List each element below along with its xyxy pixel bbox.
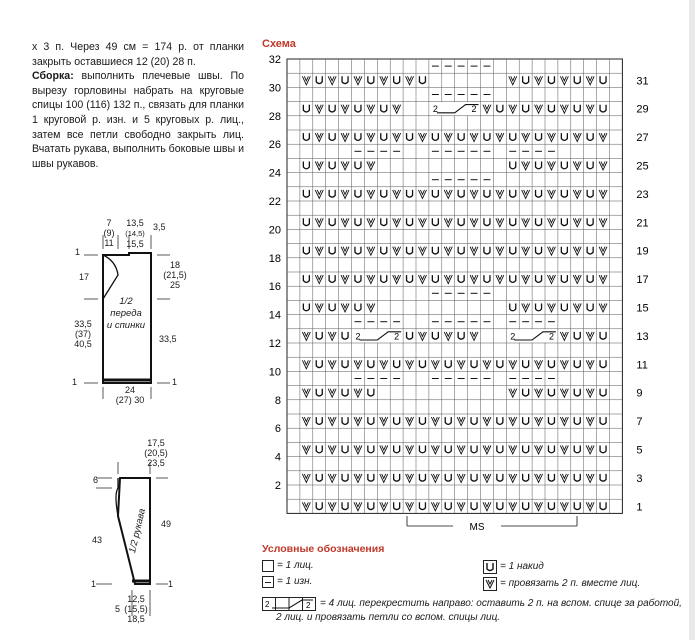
legend-purl: = 1 изн. — [277, 576, 313, 587]
body-center-label: 1/2 переда и спинки — [106, 296, 146, 331]
neck-curve — [103, 255, 118, 299]
row-number-left: 30 — [268, 82, 281, 95]
repeat-bracket — [407, 516, 577, 526]
sleeve-length-right-label: 49 — [161, 519, 172, 529]
row-number-right: 29 — [636, 103, 649, 116]
row-number-left: 22 — [268, 196, 281, 208]
row-number-right: 25 — [636, 160, 649, 173]
cable-icon-count-left: 2 — [265, 600, 270, 609]
row-number-left: 26 — [268, 139, 281, 152]
cable-icon-count-right: 2 — [306, 601, 311, 610]
cable-count-label: 2 — [355, 331, 361, 342]
neck-edge-mark: 1 — [75, 247, 81, 257]
row-number-right: 23 — [636, 188, 649, 201]
cable-count-label: 2 — [432, 104, 438, 115]
neck-depth-label: 17 — [79, 272, 90, 282]
row-number-right: 3 — [636, 472, 643, 485]
repeat-label: MS — [469, 522, 485, 533]
row-number-right: 11 — [636, 359, 648, 372]
row-number-right: 19 — [636, 245, 649, 258]
row-number-right: 27 — [636, 132, 649, 145]
row-number-right: 1 — [636, 501, 643, 514]
legend-k2tog: = провязать 2 п. вместе лиц. — [500, 578, 641, 589]
sleeve-cap-label: 6 — [93, 475, 99, 485]
sleeve-cap-curve — [116, 478, 118, 516]
row-number-right: 17 — [636, 274, 649, 287]
chart-title: Схема — [262, 38, 296, 50]
row-number-left: 10 — [268, 366, 281, 379]
row-number-right: 7 — [636, 416, 643, 429]
body-height-label: 33,5 (37) 40,5 — [74, 319, 92, 349]
instructions-line-1: х 3 п. Через 49 см = 174 р. от планки закрыть оставшиеся 12 (20) 28 п. — [32, 41, 244, 68]
sleeve-bottom-width-label: 12,5 (15,5) 18,5 — [124, 594, 148, 624]
body-hem-mark-left: 1 — [72, 377, 78, 387]
row-number-left: 4 — [274, 451, 281, 464]
sleeve-center-label: 1/2 рукава — [127, 507, 148, 555]
instructions-text — [32, 40, 244, 171]
cable-count-label: 2 — [510, 331, 516, 342]
cable-count-label: 2 — [471, 104, 477, 115]
row-number-left: 2 — [274, 480, 281, 492]
knit-symbol — [262, 560, 274, 572]
body-hem-mark-right: 1 — [172, 377, 178, 387]
sleeve-cuff-depth-label: 5 — [115, 604, 121, 614]
shoulder-slope-label: 3,5 — [153, 222, 166, 232]
scan-edge — [689, 0, 695, 640]
legend-knit: = 1 лиц. — [277, 560, 314, 571]
cable-count-label: 2 — [394, 331, 400, 342]
armhole-depth-label: 18 (21,5) 25 — [163, 260, 187, 290]
row-number-left: 6 — [274, 423, 281, 436]
row-number-right: 5 — [636, 444, 643, 457]
row-number-left: 20 — [268, 224, 281, 237]
sleeve-cuff-mark-left: 1 — [91, 579, 97, 589]
row-number-left: 8 — [274, 394, 281, 407]
row-number-left: 12 — [268, 338, 281, 350]
row-number-left: 18 — [268, 252, 281, 265]
shoulder-width-label: 13,5 (14,5) 15,5 — [125, 218, 145, 249]
row-number-left: 14 — [268, 309, 281, 322]
sleeve-length-left-label: 43 — [92, 535, 103, 545]
yarn-over-icon — [483, 560, 497, 574]
legend-yarn-over: = 1 накид — [500, 561, 544, 572]
row-number-left: 16 — [268, 281, 281, 294]
cable-4-right-icon — [262, 597, 316, 611]
legend-title: Условные обозначения — [262, 543, 385, 555]
legend-cable-line-2: 2 лиц. и провязать петли со вспом. спицы лиц. — [276, 612, 501, 623]
row-number-right: 15 — [636, 302, 649, 315]
chart-grid — [287, 59, 622, 513]
row-number-right: 9 — [636, 387, 643, 400]
assembly-text: выполнить плечевые швы. По вырезу горловины набрать на круговые спицы 100 (116) 132 п., связать для планки 1 круговой р. изн. и 5 круговых р. лиц., затем все петли свободно закрыть лиц. Вчатать рукава, выполнить боковые швы и швы рукавов. — [32, 70, 244, 170]
assembly-label: Сборка: — [32, 70, 74, 83]
row-number-right: 31 — [636, 75, 649, 88]
side-height-label: 33,5 — [159, 334, 177, 344]
row-number-left: 28 — [268, 110, 281, 123]
sleeve-cuff-mark-right: 1 — [168, 579, 174, 589]
row-number-right: 21 — [636, 217, 649, 230]
assembly-paragraph — [32, 69, 244, 171]
knitting-chart — [258, 50, 688, 540]
row-number-left: 24 — [268, 167, 281, 180]
purl-symbol — [262, 576, 274, 588]
legend-cable-line-1: = 4 лиц. перекрестить направо: оставить 2 п. на вспом. спице за работой, — [320, 598, 682, 609]
k2tog-icon — [483, 577, 497, 591]
sleeve-top-width-label: 17,5 (20,5) 23,5 — [144, 438, 168, 468]
body-width-label: 24 (27) 30 — [115, 385, 145, 405]
cable-count-label: 2 — [548, 331, 554, 342]
row-number-left: 32 — [268, 54, 281, 66]
row-number-right: 13 — [636, 330, 649, 343]
neck-width-label: 7 (9) 11 — [103, 218, 115, 248]
